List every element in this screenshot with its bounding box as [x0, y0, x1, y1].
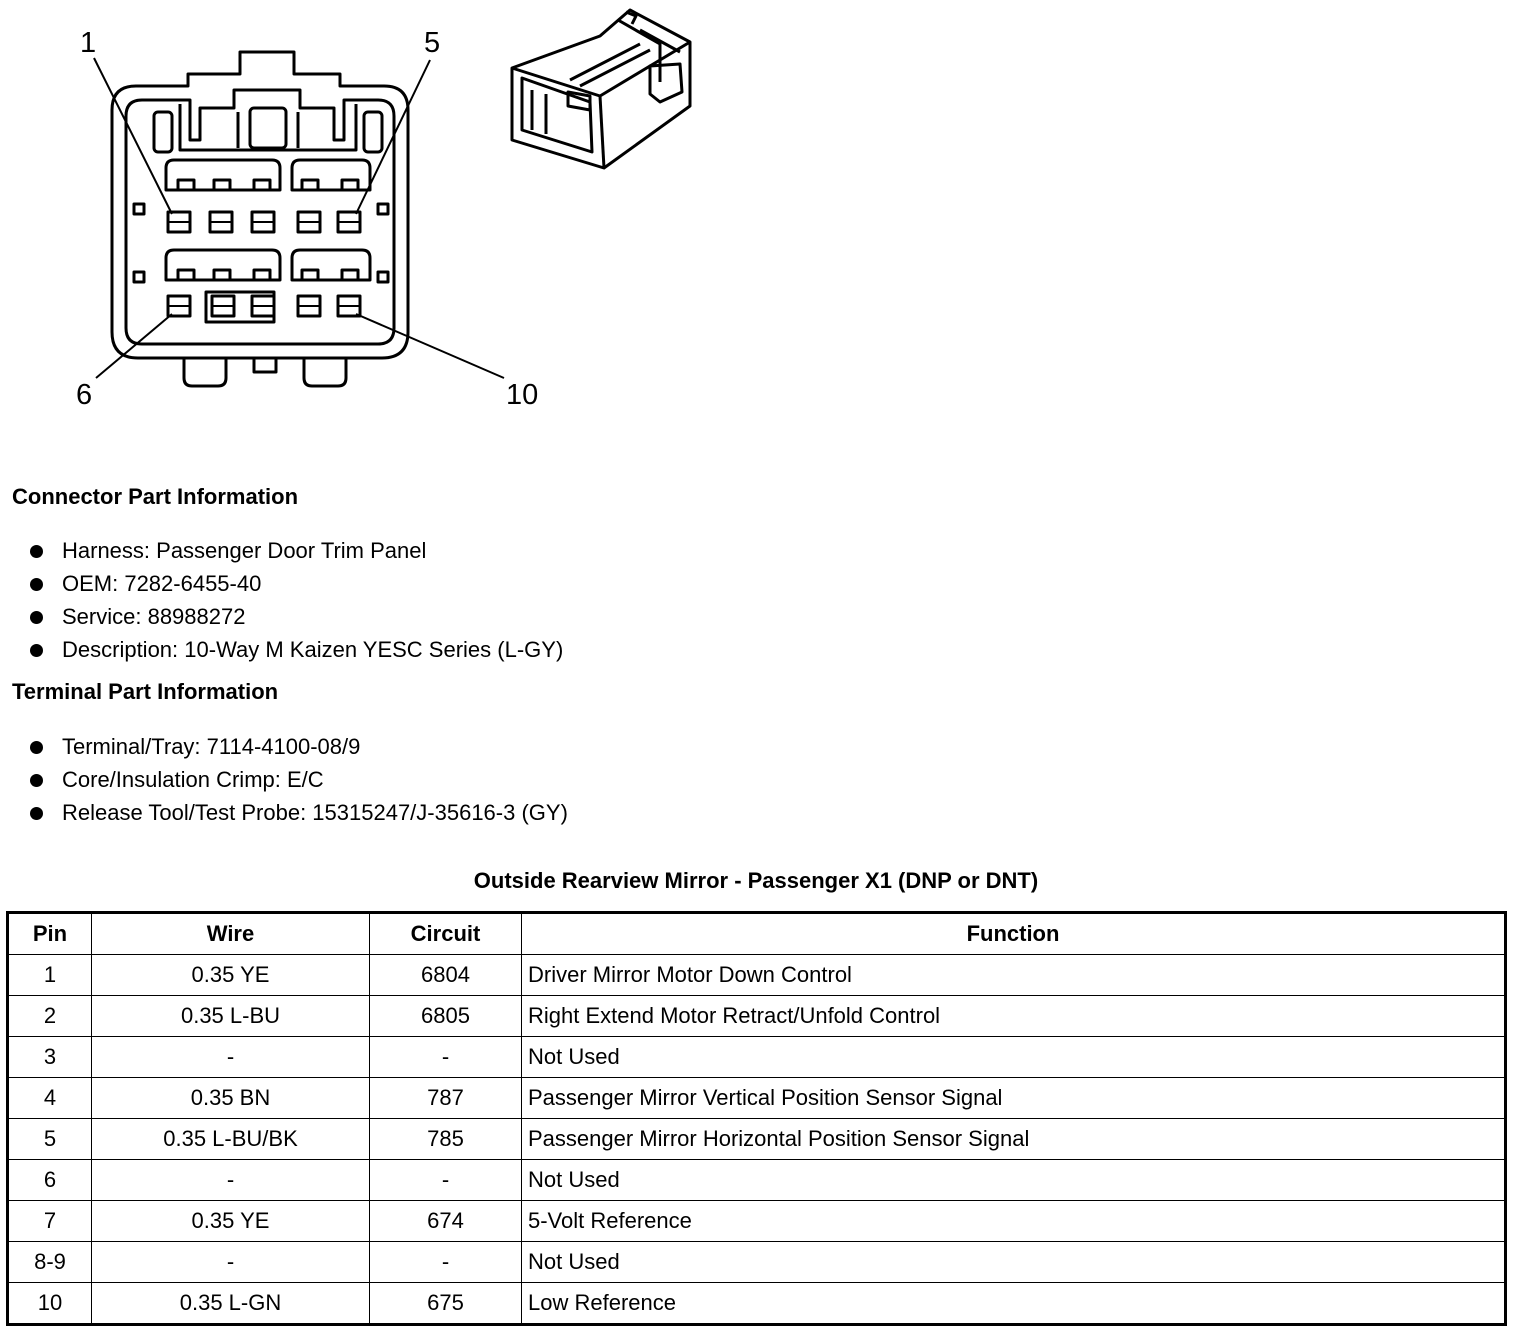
cell-pin: 2 [8, 996, 92, 1037]
table-row [8, 1037, 1506, 1078]
terminal-part-info-list [30, 730, 568, 829]
table-row [8, 1119, 1506, 1160]
header-pin: Pin [8, 913, 92, 955]
cell-wire: 0.35 YE [92, 955, 370, 996]
cell-wire: - [92, 1160, 370, 1201]
list-item: Core/Insulation Crimp: E/C [30, 763, 568, 796]
cell-function: Low Reference [522, 1283, 1506, 1325]
cell-circuit: 675 [370, 1283, 522, 1325]
list-item: Release Tool/Test Probe: 15315247/J-35616-3 (GY) [30, 796, 568, 829]
cell-function: Passenger Mirror Horizontal Position Sensor Signal [522, 1119, 1506, 1160]
bullet-icon [30, 578, 43, 591]
cell-pin: 3 [8, 1037, 92, 1078]
pinout-table-title: Outside Rearview Mirror - Passenger X1 (DNP or DNT) [473, 868, 1039, 893]
header-circuit: Circuit [370, 913, 522, 955]
cell-circuit: 785 [370, 1119, 522, 1160]
cell-pin: 6 [8, 1160, 92, 1201]
cell-wire: 0.35 L-BU/BK [92, 1119, 370, 1160]
cell-wire: 0.35 L-GN [92, 1283, 370, 1325]
cell-pin: 1 [8, 955, 92, 996]
list-item: Harness: Passenger Door Trim Panel [30, 534, 563, 567]
connector-diagram [0, 0, 760, 430]
cell-pin: 10 [8, 1283, 92, 1325]
cell-wire: - [92, 1242, 370, 1283]
table-header-row [8, 913, 1506, 955]
cell-wire: 0.35 YE [92, 1201, 370, 1242]
cell-wire: 0.35 L-BU [92, 996, 370, 1037]
table-row [8, 1283, 1506, 1325]
bullet-icon [30, 611, 43, 624]
table-row [8, 996, 1506, 1037]
connector-housing [112, 52, 408, 358]
cell-pin: 7 [8, 1201, 92, 1242]
list-item: Terminal/Tray: 7114-4100-08/9 [30, 730, 568, 763]
terminal-part-info-title: Terminal Part Information [12, 679, 279, 704]
list-item: Service: 88988272 [30, 600, 563, 633]
connector-part-info-list [30, 534, 563, 666]
cell-wire: - [92, 1037, 370, 1078]
list-item: Description: 10-Way M Kaizen YESC Series (L-GY) [30, 633, 563, 666]
cell-circuit: - [370, 1160, 522, 1201]
cell-function: 5-Volt Reference [522, 1201, 1506, 1242]
bullet-icon [30, 644, 43, 657]
cell-circuit: - [370, 1037, 522, 1078]
pin-label-1: 1 [80, 27, 97, 59]
cell-pin: 8-9 [8, 1242, 92, 1283]
pin-label-10: 10 [506, 379, 539, 411]
header-function: Function [522, 913, 1506, 955]
cell-function: Driver Mirror Motor Down Control [522, 955, 1506, 996]
header-wire: Wire [92, 913, 370, 955]
cell-function: Not Used [522, 1160, 1506, 1201]
bullet-icon [30, 774, 43, 787]
cell-circuit: 6805 [370, 996, 522, 1037]
table-row [8, 1201, 1506, 1242]
cell-function: Passenger Mirror Vertical Position Sensor Signal [522, 1078, 1506, 1119]
bullet-icon [30, 807, 43, 820]
table-row [8, 955, 1506, 996]
list-item: OEM: 7282-6455-40 [30, 567, 563, 600]
pin-label-6: 6 [76, 379, 93, 411]
table-row [8, 1078, 1506, 1119]
bullet-icon [30, 741, 43, 754]
cell-function: Right Extend Motor Retract/Unfold Control [522, 996, 1506, 1037]
pinout-table [6, 911, 1507, 1326]
cell-function: Not Used [522, 1037, 1506, 1078]
connector-isometric-view [512, 10, 690, 168]
cell-circuit: 787 [370, 1078, 522, 1119]
cell-circuit: 674 [370, 1201, 522, 1242]
cell-function: Not Used [522, 1242, 1506, 1283]
bullet-icon [30, 545, 43, 558]
cell-pin: 4 [8, 1078, 92, 1119]
table-row [8, 1242, 1506, 1283]
connector-part-info-title: Connector Part Information [12, 484, 299, 509]
cell-pin: 5 [8, 1119, 92, 1160]
table-row [8, 1160, 1506, 1201]
cell-circuit: - [370, 1242, 522, 1283]
cell-circuit: 6804 [370, 955, 522, 996]
cell-wire: 0.35 BN [92, 1078, 370, 1119]
pin-label-5: 5 [424, 27, 441, 59]
